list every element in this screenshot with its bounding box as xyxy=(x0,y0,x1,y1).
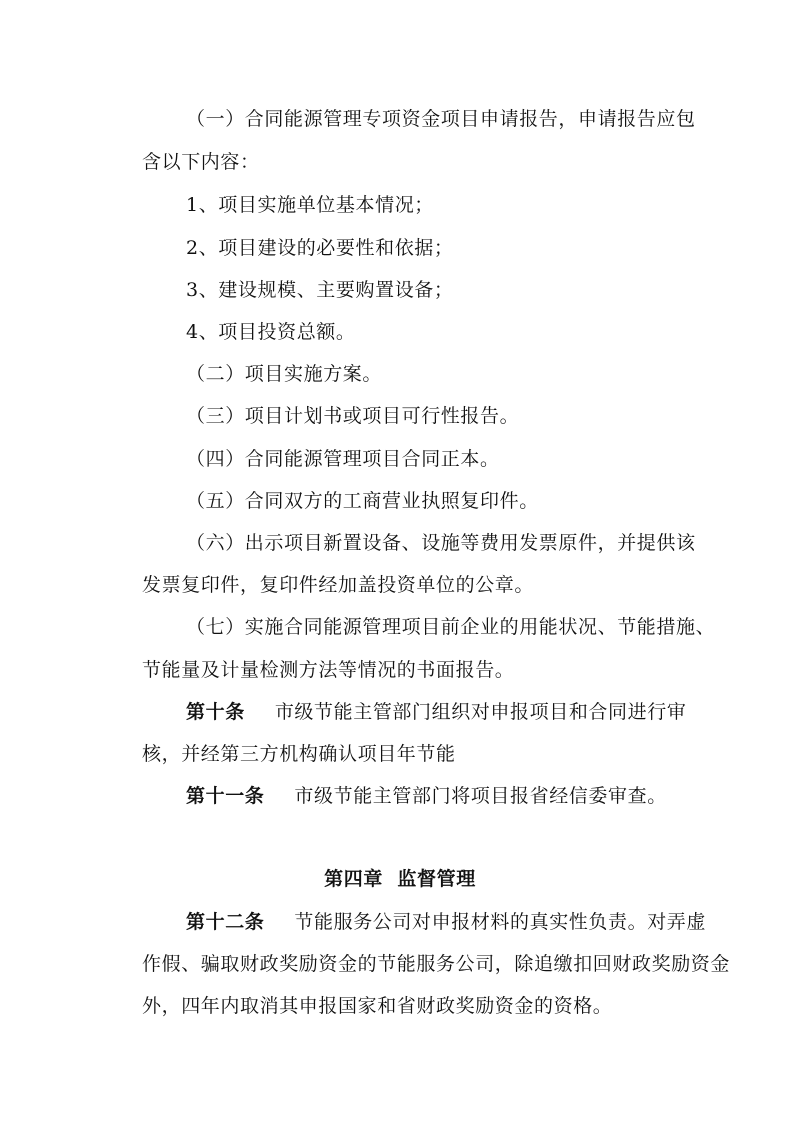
article-11-text: 市级节能主管部门将项目报省经信委审查。 xyxy=(294,785,667,807)
article-10-continuation: 核，并经第三方机构确认项目年节能 xyxy=(142,743,456,765)
list-item: （二）项目实施方案。 xyxy=(186,363,383,385)
article-11-label: 第十一条 xyxy=(186,785,265,807)
list-item: （三）项目计划书或项目可行性报告。 xyxy=(186,405,520,427)
list-item: 4、项目投资总额。 xyxy=(186,321,356,343)
list-item: 2、项目建设的必要性和依据； xyxy=(186,237,454,259)
paragraph-line: 节能量及计量检测方法等情况的书面报告。 xyxy=(142,659,515,681)
article-12-text: 节能服务公司对申报材料的真实性负责。对弄虚 xyxy=(294,911,707,933)
chapter-heading: 第四章 监督管理 xyxy=(324,868,476,890)
paragraph-line: （一）合同能源管理专项资金项目申请报告，申请报告应包 xyxy=(186,108,696,130)
paragraph-line: （六）出示项目新置设备、设施等费用发票原件，并提供该 xyxy=(186,532,696,554)
article-12-continuation: 外，四年内取消其申报国家和省财政奖励资金的资格。 xyxy=(142,995,613,1017)
article-12 xyxy=(186,909,800,935)
article-10 xyxy=(186,699,800,725)
article-10-label: 第十条 xyxy=(186,701,245,723)
list-item: 1、项目实施单位基本情况； xyxy=(186,194,434,216)
list-item: 3、建设规模、主要购置设备； xyxy=(186,279,454,301)
paragraph-line: 发票复印件，复印件经加盖投资单位的公章。 xyxy=(142,574,535,596)
list-item: （四）合同能源管理项目合同正本。 xyxy=(186,448,500,470)
article-10-text: 市级节能主管部门组织对申报项目和合同进行审 xyxy=(274,701,687,723)
article-11 xyxy=(186,783,800,809)
article-12-continuation: 作假、骗取财政奖励资金的节能服务公司，除追缴扣回财政奖励资金 xyxy=(142,953,731,975)
list-item: （五）合同双方的工商营业执照复印件。 xyxy=(186,490,539,512)
paragraph-line: 含以下内容： xyxy=(142,151,260,173)
article-12-label: 第十二条 xyxy=(186,911,265,933)
paragraph-line: （七）实施合同能源管理项目前企业的用能状况、节能措施、 xyxy=(186,616,716,638)
